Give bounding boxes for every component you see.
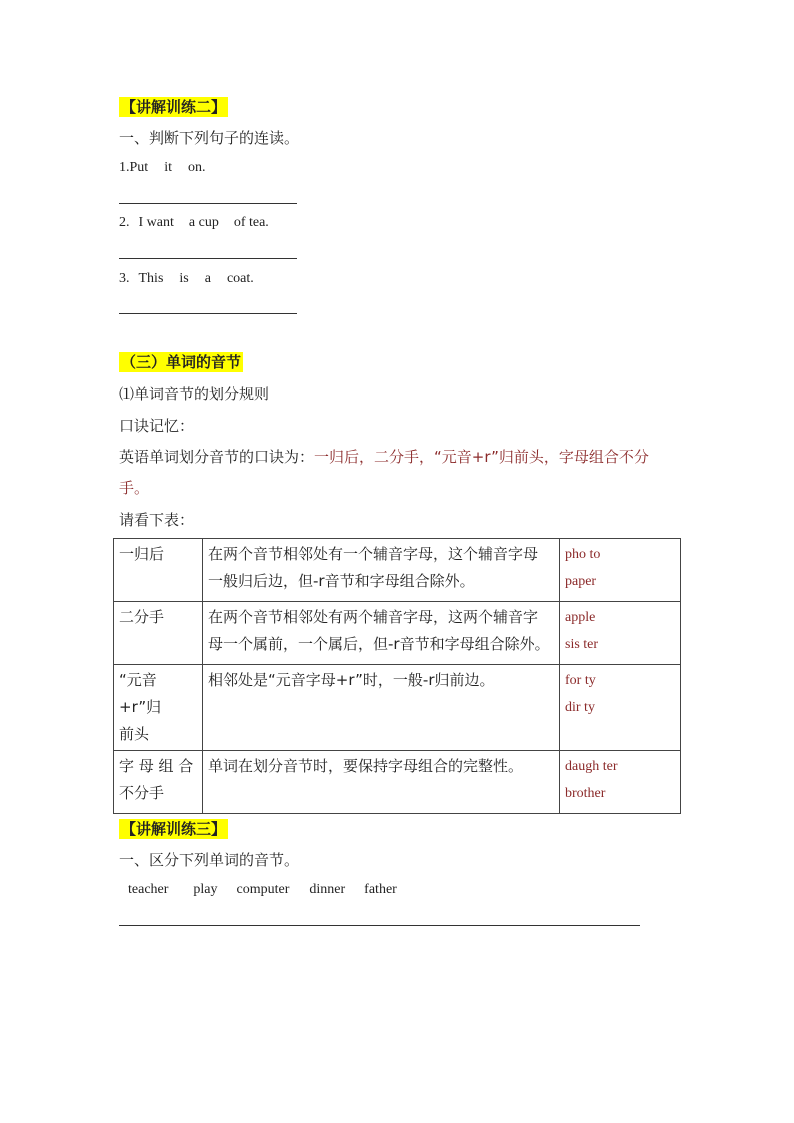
table-row: [114, 539, 681, 602]
rule-desc: 在两个音节相邻处有两个辅音字母，这两个辅音字 母一个属前，一个属后，但-r音节和字母组合除外。: [203, 602, 560, 665]
rule-examples: apple sis ter: [560, 602, 681, 665]
word-item: play: [193, 882, 218, 897]
section3-subtitle: ⑴单词音节的划分规则: [119, 385, 270, 403]
word-item: computer: [236, 882, 290, 897]
section4-badge: 【讲解训练三】: [121, 820, 227, 838]
rule-desc: 在两个音节相邻处有一个辅音字母，这个辅音字母 一般归后边，但-r音节和字母组合除外。: [203, 539, 560, 602]
table-row: [114, 751, 681, 814]
rule-name: “元音+r”归 前头: [114, 665, 203, 751]
rule-name: 一归后: [114, 539, 203, 602]
section2-task: 一、判断下列句子的连读。: [119, 129, 300, 147]
answer-line-3[interactable]: [119, 313, 297, 314]
rule-text: 英语单词划分音节的口诀为：一归后，二分手，“元音+r”归前头，字母组合不分: [119, 448, 649, 466]
section4-task: 一、区分下列单词的音节。: [119, 851, 300, 869]
rule-text-cont: 手。: [119, 479, 150, 497]
mnemonic-label: 口诀记忆：: [119, 417, 195, 435]
answer-line-2[interactable]: [119, 258, 297, 259]
sentence-3: 3. This is a coat.: [119, 271, 254, 286]
word-item: dinner: [309, 882, 346, 897]
answer-line-1[interactable]: [119, 203, 297, 204]
rule-name: 字 母 组 合 不分手: [114, 751, 203, 814]
rule-examples: for ty dir ty: [560, 665, 681, 751]
word-item: teacher: [128, 882, 169, 897]
rule-desc: 相邻处是“元音字母+r”时，一般-r归前边。: [203, 665, 560, 751]
word-list: [128, 882, 397, 898]
syllable-rules-table: [113, 538, 681, 814]
sentence-2: 2. I want a cup of tea.: [119, 215, 269, 230]
rule-examples: daugh ter brother: [560, 751, 681, 814]
word-item: father: [364, 882, 397, 897]
rule-examples: pho to paper: [560, 539, 681, 602]
rule-name: 二分手: [114, 602, 203, 665]
rule-desc: 单词在划分音节时，要保持字母组合的完整性。: [203, 751, 560, 814]
sentence-1: 1.Put it on.: [119, 160, 206, 175]
see-table: 请看下表：: [119, 511, 195, 529]
section3-badge: （三）单词的音节: [121, 353, 242, 371]
table-row: [114, 665, 681, 751]
section2-badge: 【讲解训练二】: [121, 98, 227, 116]
answer-line-4[interactable]: [119, 925, 640, 926]
table-row: [114, 602, 681, 665]
